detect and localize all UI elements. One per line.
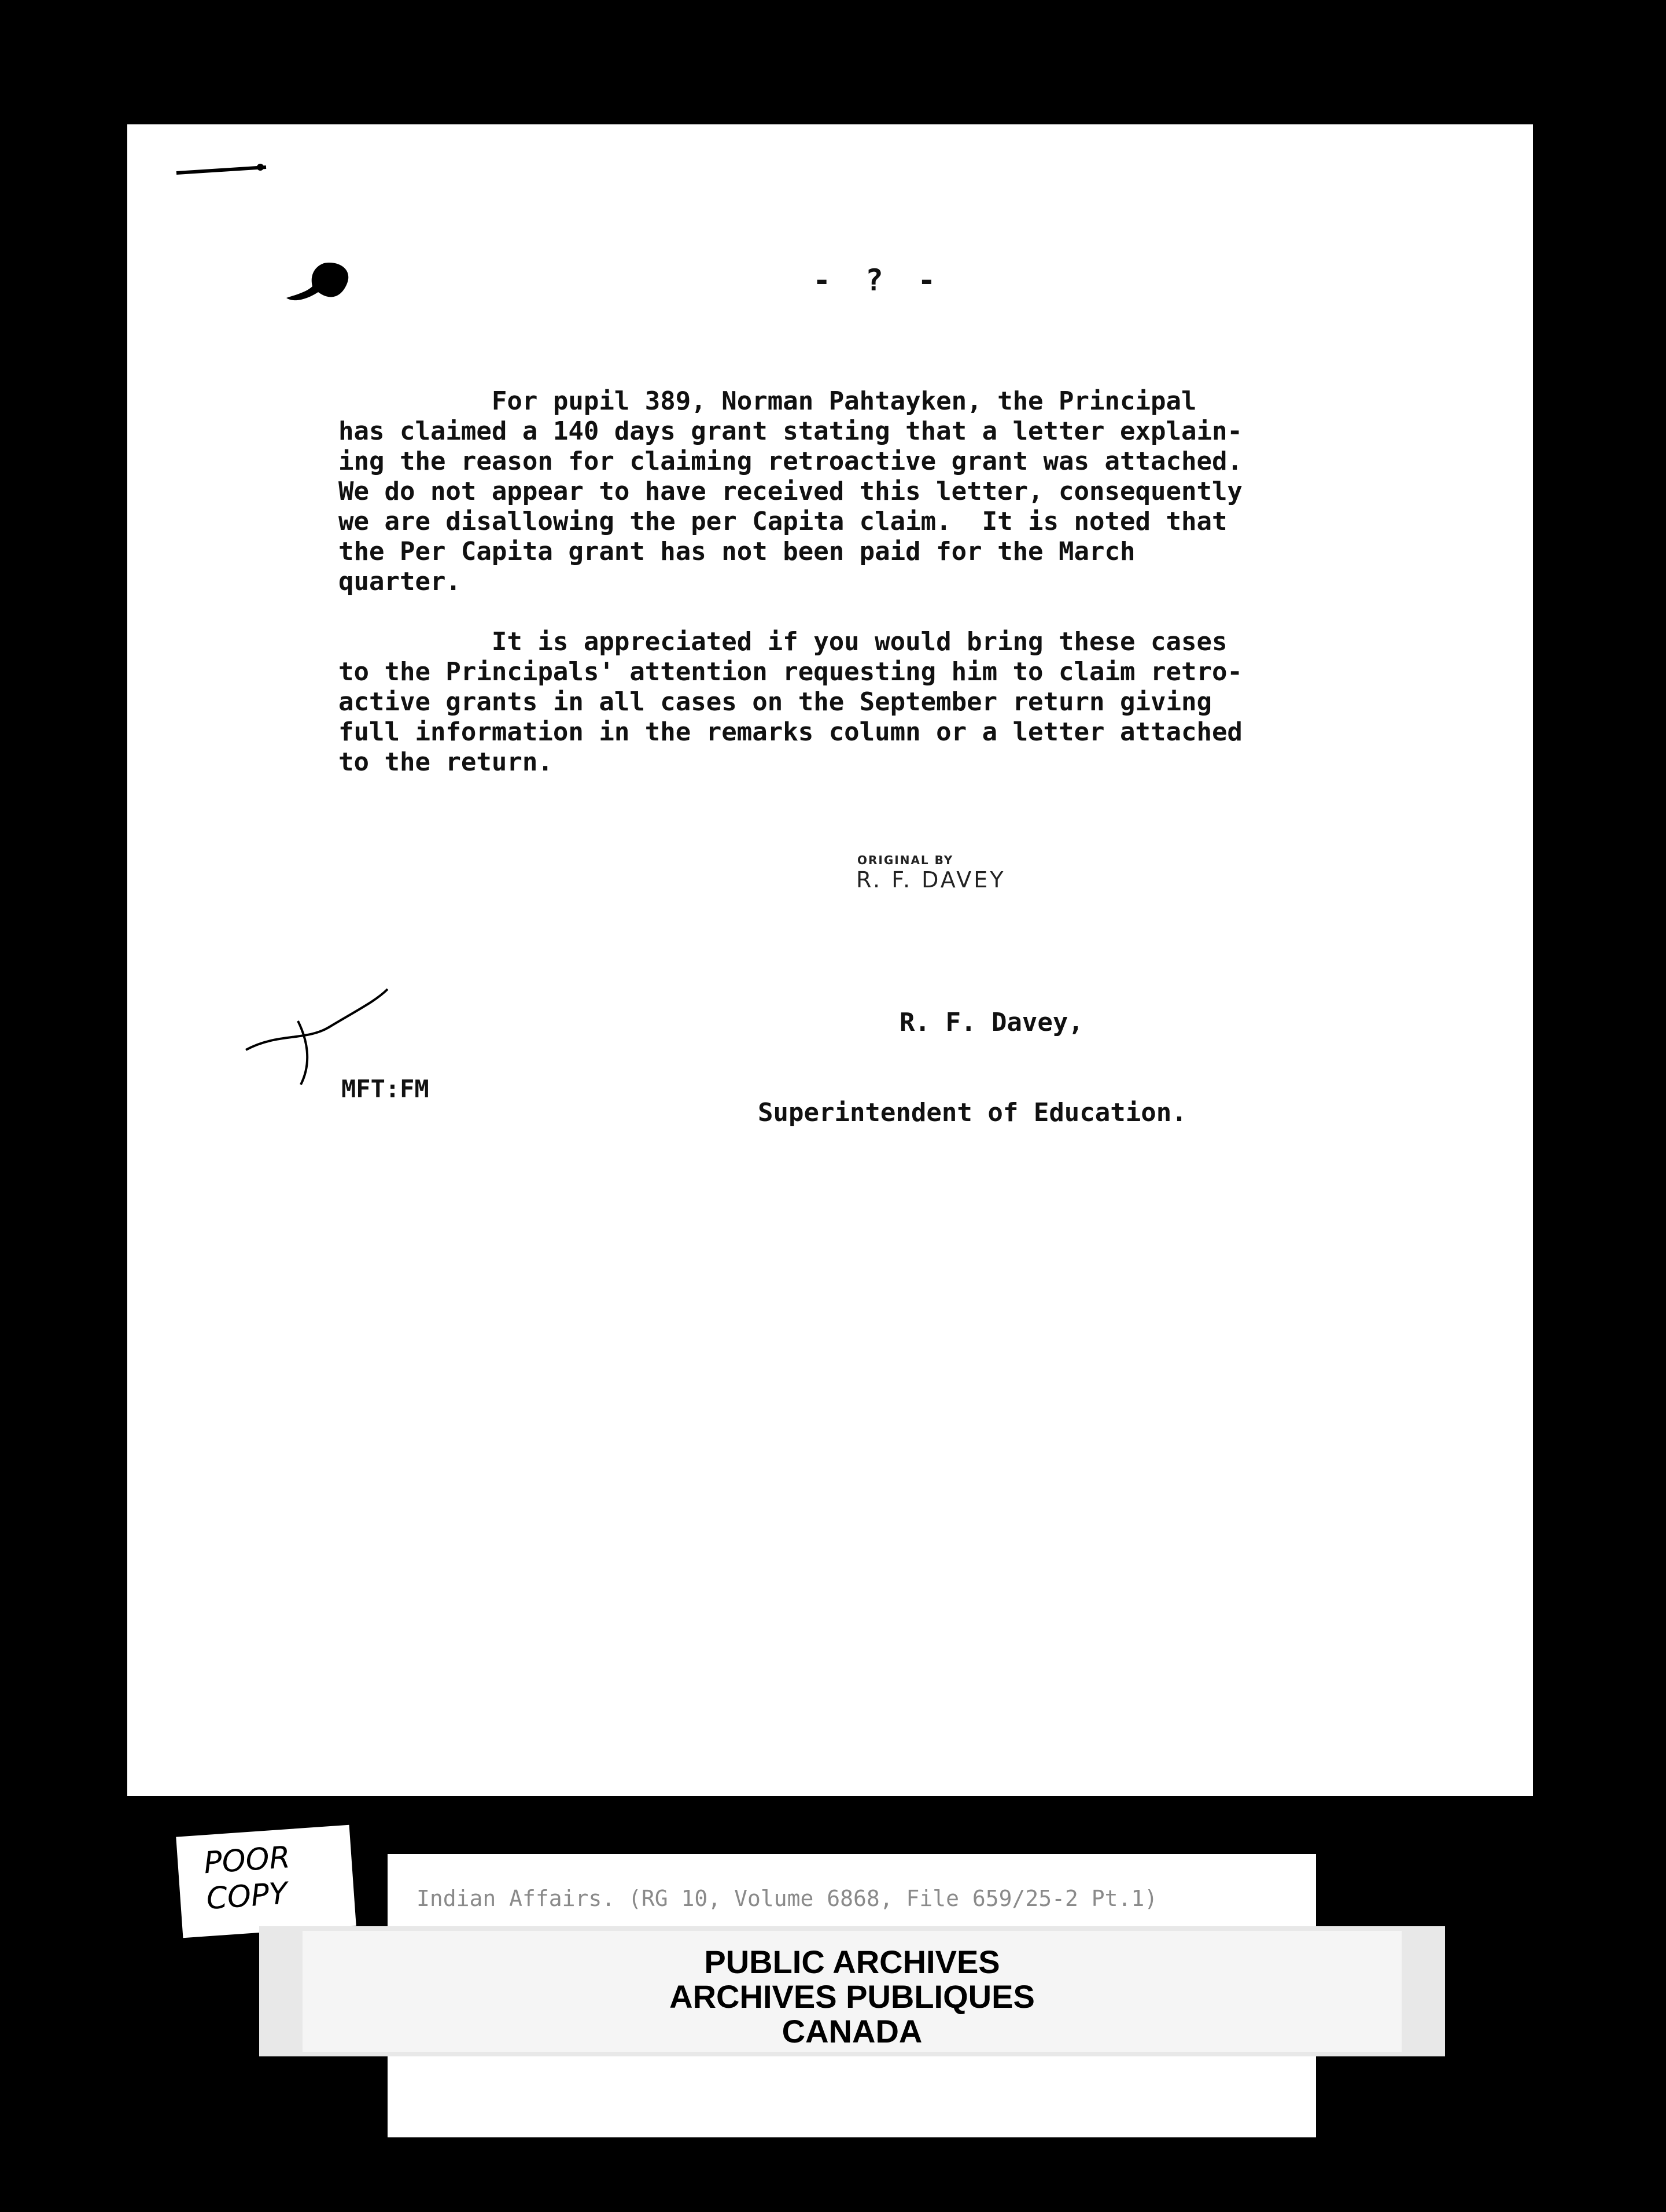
- signature-block: [758, 948, 1187, 1158]
- signatory-name: R. F. Davey,: [900, 1008, 1083, 1037]
- reference-initials: MFT:FM: [341, 1075, 429, 1103]
- stamp-caption: ORIGINAL BY: [857, 853, 954, 867]
- institution-line-2: ARCHIVES PUBLIQUES: [669, 1978, 1035, 2015]
- paragraph-2: It is appreciated if you would bring these cases to the Principals' attention requesting him to claim retro- active grants in all cases on the September return giving full information in the remarks column or a letter attached to the return.: [338, 627, 1243, 777]
- poor-copy-note: [176, 1825, 356, 1938]
- archive-institution: [259, 1945, 1445, 2049]
- paragraph-1: For pupil 389, Norman Pahtayken, the Principal has claimed a 140 days grant stating that a letter explain- ing the reason for claiming retroactive grant was attached. We do not appear to have received this letter, consequently we are disallowing the per Capita claim. It is noted that the Per Capita grant has not been paid for the March quarter.: [338, 386, 1243, 596]
- poor-copy-line-1: POOR: [202, 1840, 292, 1881]
- letter-body: [338, 386, 1414, 777]
- page-number: - ? -: [813, 263, 944, 298]
- ink-blot-icon: [283, 257, 359, 315]
- signatory-title: Superintendent of Education.: [758, 1098, 1187, 1127]
- archive-reference: Indian Affairs. (RG 10, Volume 6868, File 659/25-2 Pt.1): [417, 1886, 1158, 1911]
- pin-mark-icon: [174, 160, 272, 178]
- stamp-name: R. F. DAVEY: [856, 867, 1006, 893]
- archive-band: [259, 1926, 1445, 2056]
- signature-stamp: [856, 853, 1006, 893]
- institution-line-1: PUBLIC ARCHIVES: [704, 1944, 1000, 1980]
- institution-line-3: CANADA: [782, 2013, 923, 2049]
- poor-copy-line-2: COPY: [205, 1876, 289, 1917]
